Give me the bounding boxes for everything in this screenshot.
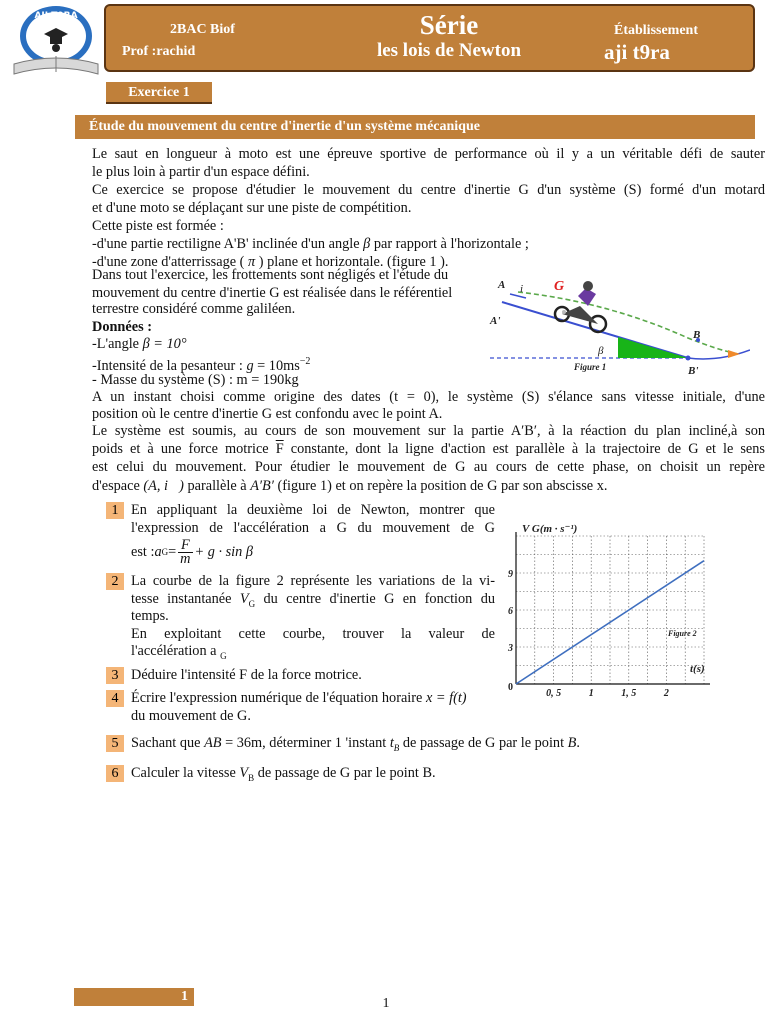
label-B: B bbox=[693, 329, 701, 341]
footer-bar bbox=[74, 988, 194, 1006]
question-text: Sachant que AB = 36m, déterminer 1 'instant $t_B$ de passage de G par le point B. bbox=[131, 735, 580, 753]
body-line: Le système est soumis, au cours de son mouvement sur la partie A′B′, à la réaction du plan incliné,à son bbox=[92, 423, 765, 439]
question-text: Écrire l'expression numérique de l'équation horaire x = f(t) bbox=[131, 690, 467, 706]
question-text: l'accélération a $_G$ bbox=[131, 643, 227, 661]
data-mass: - Masse du système (S) : m = 190kg bbox=[92, 372, 299, 388]
label-beta: β bbox=[598, 345, 604, 357]
question-text: La courbe de la figure 2 représente les variations de la vi- bbox=[131, 573, 495, 589]
y-tick-label: 9 bbox=[508, 569, 513, 580]
question-text: l'expression de l'accélération a G du mouvement de G bbox=[131, 520, 495, 536]
intro-line: Dans tout l'exercice, les frottements sont négligés et l'étude du bbox=[92, 267, 449, 283]
question-text: temps. bbox=[131, 608, 169, 624]
label-B-prime: B' bbox=[688, 365, 699, 376]
label-G: G bbox=[554, 279, 565, 294]
y-tick-label: 6 bbox=[508, 606, 513, 617]
figure-1 bbox=[488, 278, 750, 376]
landing-curve bbox=[688, 350, 750, 359]
x-tick-label: 1 bbox=[588, 688, 594, 699]
incline-line bbox=[502, 302, 688, 358]
series-subtitle: les lois de Newton bbox=[376, 40, 522, 61]
logo-text: AJI T9RA bbox=[34, 11, 78, 21]
label-A: A bbox=[498, 279, 506, 291]
x-tick-label: 0, 5 bbox=[546, 688, 562, 699]
exercise-tab: Exercice 1 bbox=[106, 82, 212, 104]
intro-line: mouvement du centre d'inertie G est réalisée dans le référentiel bbox=[92, 285, 453, 301]
x-tick-label: 1, 5 bbox=[621, 688, 637, 699]
class-level: 2BAC Biof bbox=[170, 22, 235, 37]
question-text: du mouvement de G. bbox=[131, 708, 251, 724]
series-title: Série bbox=[419, 10, 479, 40]
section-title: Étude du mouvement du centre d'inertie d'un système mécanique bbox=[75, 115, 755, 139]
intro-line: Le saut en longueur à moto est une épreuve sportive de performance où il y a un véritable défi de sauter bbox=[92, 146, 765, 162]
chart-ylabel: V G(m · s⁻¹) bbox=[522, 523, 578, 535]
intro-line: Ce exercice se propose d'étudier le mouvement du centre d'inertie G d'un système (S) formé d'un motard bbox=[92, 182, 765, 198]
chart-origin-label: 0 bbox=[508, 682, 513, 693]
intro-line: et d'une moto se déplaçant sur une piste de compétition. bbox=[92, 200, 412, 216]
question-number: 2 bbox=[106, 573, 124, 590]
trajectory-arrow bbox=[728, 350, 740, 358]
data-title: Données : bbox=[92, 319, 152, 335]
intro-line: le plus loin à partir d'un espace défini. bbox=[92, 164, 310, 180]
question-number: 6 bbox=[106, 765, 124, 782]
question-text: Déduire l'intensité F de la force motrice. bbox=[131, 667, 362, 683]
label-i: i⃗ bbox=[520, 283, 532, 295]
chart-ticks bbox=[507, 569, 669, 699]
footer-number: 1 bbox=[181, 989, 188, 1004]
y-tick-label: 3 bbox=[508, 643, 513, 654]
figure-2-chart bbox=[504, 518, 728, 700]
intro-line: -d'une partie rectiligne A'B' inclinée d'un angle β par rapport à l'horizontale ; bbox=[92, 236, 529, 252]
question-text: En appliquant la deuxième loi de Newton, montrer que bbox=[131, 502, 495, 518]
teacher-name: Prof :rachid bbox=[122, 44, 196, 59]
point-Bp bbox=[686, 356, 691, 361]
figure-2-caption: Figure 2 bbox=[668, 629, 697, 638]
x-tick-label: 2 bbox=[663, 688, 669, 699]
header-bar bbox=[104, 4, 755, 72]
question-number: 4 bbox=[106, 690, 124, 707]
intro-line: terrestre considéré comme galiléen. bbox=[92, 301, 296, 317]
body-line: position où le centre d'inertie G est confondu avec le point A. bbox=[92, 406, 443, 422]
establishment-label: Établissement bbox=[614, 23, 698, 38]
body-line: d'espace (A, i⃗) parallèle à A′B′ (figure 1) et on repère la position de G par son abscisse x. bbox=[92, 478, 608, 494]
intro-line: Cette piste est formée : bbox=[92, 218, 224, 234]
body-line: A un instant choisi comme origine des dates (t = 0), le système (S) s'élance sans vitesse initiale, d'une bbox=[92, 389, 765, 405]
question-text: tesse instantanée $V_G$ du centre d'inertie G en fonction du bbox=[131, 591, 495, 609]
figure-1-caption: Figure 1 bbox=[574, 362, 607, 372]
question-text: En exploitant cette courbe, trouver la valeur de bbox=[131, 626, 495, 642]
label-A-prime: A' bbox=[490, 315, 501, 327]
question-formula: est : a G = $\frac{F}{m}$ + g · sin β bbox=[131, 536, 253, 567]
chart-grid bbox=[516, 536, 704, 684]
body-line: poids et à une force motrice $\overline{F}$ constante, dont la ligne d'action est parallèle à la trajectoire de G et le sens bbox=[92, 441, 765, 457]
logo-icon bbox=[10, 4, 102, 80]
page-number: 1 bbox=[382, 996, 390, 1011]
question-number: 5 bbox=[106, 735, 124, 752]
question-text: Calculer la vitesse $V_B$ de passage de G par le point B. bbox=[131, 765, 436, 783]
question-number: 1 bbox=[106, 502, 124, 519]
data-angle: -L'angle β = 10° bbox=[92, 336, 187, 352]
school-name: aji t9ra bbox=[604, 40, 670, 64]
data-gravity: -Intensité de la pesanteur : $g = 10ms^{-2}$ bbox=[92, 356, 311, 374]
body-line: est celui du mouvement. Pour étudier le mouvement de G au cours de cette phase, on choisit un repère bbox=[92, 459, 765, 475]
intro-line: -d'une zone d'atterrissage ( π ) plane et horizontale. (figure 1 ). bbox=[92, 254, 449, 270]
question-number: 3 bbox=[106, 667, 124, 684]
chart-xlabel: t(s) bbox=[690, 663, 705, 675]
